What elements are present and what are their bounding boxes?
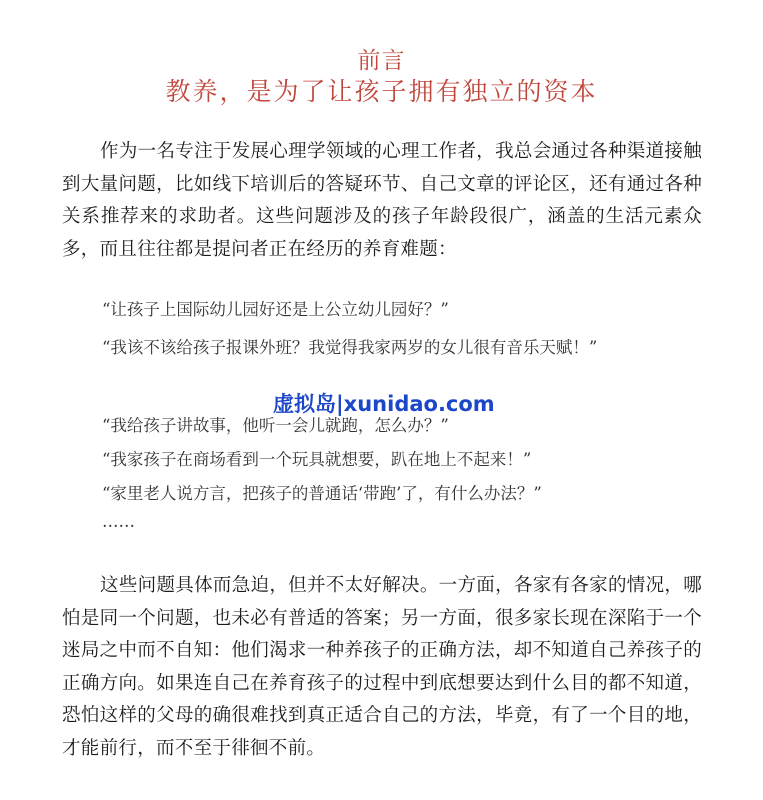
- watermark-logo: 虚拟岛|xunidao.com: [273, 392, 495, 416]
- preface-title: 前言: [357, 48, 406, 74]
- quote-item: “我给孩子讲故事，他听一会儿就跑，怎么办？”: [102, 416, 449, 435]
- chapter-title: 教养，是为了让孩子拥有独立的资本: [165, 77, 598, 106]
- intro-paragraph: 作为一名专注于发展心理学领域的心理工作者，我总会通过各种渠道接触到大量问题，比如线下培训后的答疑环节、自己文章的评论区，还有通过各种关系推荐来的求助者。这些问题涉及的孩子年龄段很广，涵盖的生活元素众多，而且往往都是提问者正在经历的养育难题：: [62, 141, 702, 260]
- main-paragraph: 这些问题具体而急迫，但并不太好解决。一方面，各家有各家的情况，哪怕是同一个问题，也未必有普适的答案；另一方面，很多家长现在深陷于一个迷局之中而不自知：他们渴求一种养孩子的正确方法，却不知道自己养孩子的正确方向。如果连自己在养育孩子的过程中到底想要达到什么目的都不知道，恐怕这样的父母的确很难找到真正适合自己的方法，毕竟，有了一个目的地，才能前行，而不至于徘徊不前。: [62, 575, 702, 759]
- quote-item: “家里老人说方言，把孩子的普通话‘带跑’了，有什么办法？”: [102, 484, 542, 503]
- quote-item: “我家孩子在商场看到一个玩具就想要，趴在地上不起来！”: [102, 450, 532, 469]
- quote-ellipsis: ……: [102, 512, 135, 531]
- quote-item: “让孩子上国际幼儿园好还是上公立幼儿园好？”: [102, 300, 449, 319]
- quote-item: “我该不该给孩子报课外班？我觉得我家两岁的女儿很有音乐天赋！”: [102, 338, 598, 357]
